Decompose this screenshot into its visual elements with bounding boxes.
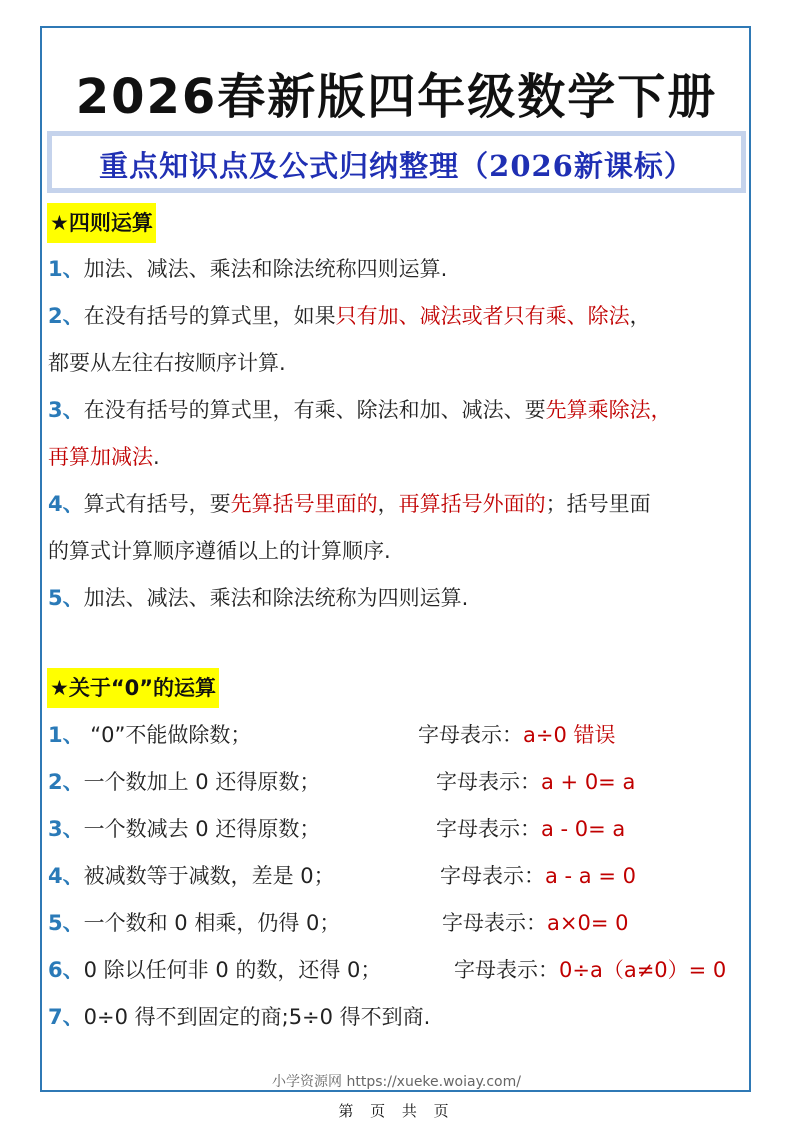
- body-text: 算式有括号，要: [83, 492, 231, 516]
- item-number: 2、: [48, 304, 84, 328]
- body-text: ，: [377, 492, 399, 516]
- formula-label: 字母表示：: [436, 770, 541, 794]
- formula-cell: [454, 956, 726, 984]
- formula-label: 字母表示：: [442, 911, 547, 935]
- rule-text: 0 除以任何非 0 的数，还得 0；: [83, 958, 382, 982]
- body-text: 的算式计算顺序遵循以上的计算顺序.: [48, 539, 391, 563]
- zero-rule-line: [48, 1003, 430, 1031]
- rule-text: 一个数加上 0 还得原数；: [83, 770, 321, 794]
- section-heading-zero: ★关于“0”的运算: [47, 668, 219, 708]
- arithmetic-line: [48, 349, 286, 377]
- zero-rule-line: [48, 768, 320, 796]
- highlight-text: 再算括号外面的: [398, 492, 546, 516]
- zero-rule-line: [48, 721, 251, 749]
- formula-value: a - 0= a: [541, 817, 626, 841]
- formula-value: a - a = 0: [545, 864, 636, 888]
- arithmetic-line: [48, 255, 447, 283]
- item-number: 5、: [48, 586, 84, 610]
- item-number: 3、: [48, 398, 84, 422]
- item-number: 4、: [48, 492, 84, 516]
- body-text: 加法、减法、乘法和除法统称四则运算.: [83, 257, 448, 281]
- item-number: 1、: [48, 723, 84, 747]
- formula-value: a÷0 错误: [523, 723, 616, 747]
- item-number: 5、: [48, 911, 84, 935]
- section-heading-arithmetic: ★四则运算: [47, 203, 156, 243]
- rule-text: “0”不能做除数；: [83, 723, 252, 747]
- formula-value: a + 0= a: [541, 770, 636, 794]
- formula-label: 字母表示：: [436, 817, 541, 841]
- item-number: 2、: [48, 770, 84, 794]
- arithmetic-line: [48, 443, 160, 471]
- highlight-text: 只有加、减法或者只有乘、除法: [335, 304, 630, 328]
- formula-label: 字母表示：: [440, 864, 545, 888]
- body-text: ；括号里面: [545, 492, 651, 516]
- arithmetic-line: [48, 537, 391, 565]
- page-number: 第 页 共 页: [338, 1102, 455, 1120]
- item-number: 6、: [48, 958, 84, 982]
- rule-text: 一个数减去 0 还得原数；: [83, 817, 321, 841]
- item-number: 7、: [48, 1005, 84, 1029]
- highlight-text: 先算乘除法，: [545, 398, 672, 422]
- rule-text: 0÷0 得不到固定的商;5÷0 得不到商.: [83, 1005, 431, 1029]
- formula-value: a×0= 0: [547, 911, 629, 935]
- arithmetic-line: [48, 302, 651, 330]
- arithmetic-line: [48, 490, 651, 518]
- rule-text: 被减数等于减数，差是 0；: [83, 864, 335, 888]
- formula-cell: [442, 909, 628, 937]
- body-text: 在没有括号的算式里，有乘、除法和加、减法、要: [83, 398, 546, 422]
- formula-value: 0÷a（a≠0）= 0: [559, 958, 727, 982]
- arithmetic-line: [48, 396, 672, 424]
- arithmetic-line: [48, 584, 468, 612]
- highlight-text: 先算括号里面的: [230, 492, 378, 516]
- item-number: 4、: [48, 864, 84, 888]
- footer-url: 小学资源网 https://xueke.woiay.com/: [272, 1074, 521, 1090]
- body-text: 都要从左往右按顺序计算.: [48, 351, 286, 375]
- page-title: 2026春新版四年级数学下册: [75, 69, 718, 125]
- body-text: ，: [629, 304, 651, 328]
- highlight-text: 再算加减法: [48, 445, 153, 469]
- zero-rule-line: [48, 862, 335, 890]
- zero-rule-line: [48, 815, 320, 843]
- subtitle-box: [47, 131, 746, 193]
- zero-rule-line: [48, 909, 340, 937]
- item-number: 3、: [48, 817, 84, 841]
- formula-cell: [436, 815, 625, 843]
- body-text: 在没有括号的算式里，如果: [83, 304, 336, 328]
- formula-cell: [436, 768, 635, 796]
- formula-cell: [418, 721, 616, 749]
- formula-cell: [440, 862, 636, 890]
- page-subtitle: 重点知识点及公式归纳整理（2026新课标）: [99, 149, 694, 183]
- body-text: .: [153, 445, 160, 469]
- formula-label: 字母表示：: [454, 958, 559, 982]
- body-text: 加法、减法、乘法和除法统称为四则运算.: [83, 586, 469, 610]
- item-number: 1、: [48, 257, 84, 281]
- zero-rule-line: [48, 956, 381, 984]
- rule-text: 一个数和 0 相乘，仍得 0；: [83, 911, 341, 935]
- formula-label: 字母表示：: [418, 723, 523, 747]
